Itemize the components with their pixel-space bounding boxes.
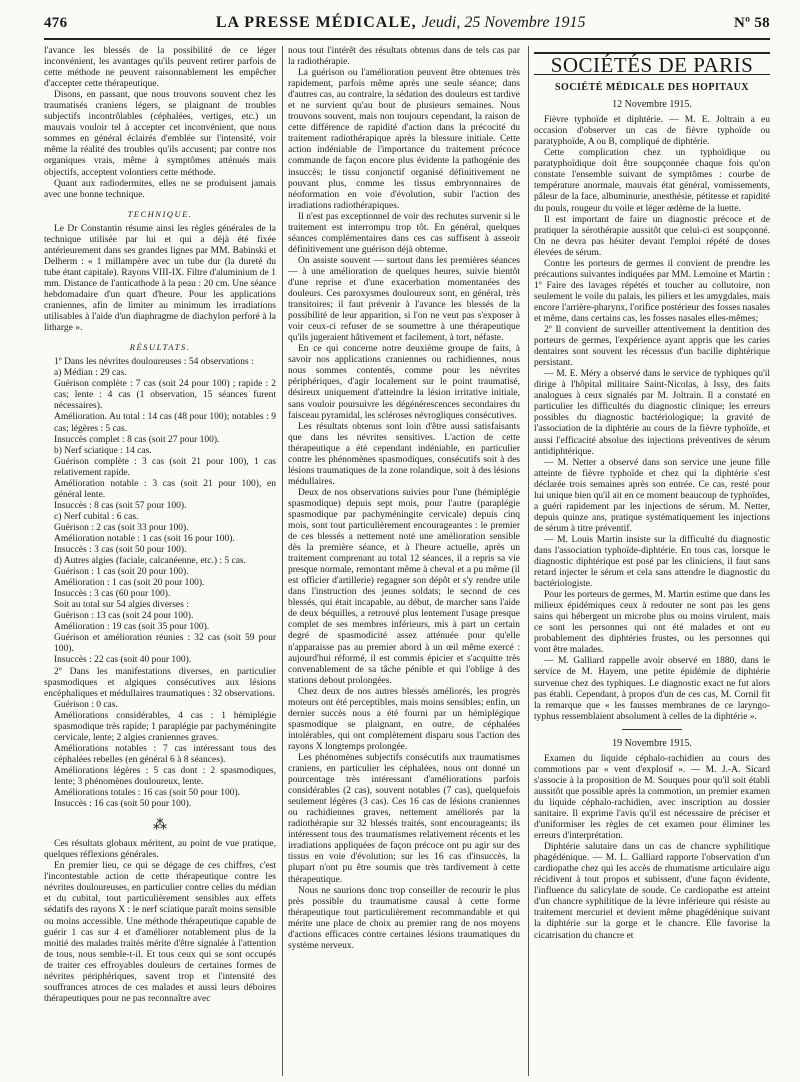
paragraph: Il n'est pas exceptionnel de voir des rechutes survenir si le traitement est interrompu trop tôt. En général, quelques séances complémentaires dans ces cas suffisent à asseoir définitivement une guérison déjà obtenue.: [288, 211, 520, 255]
society-entry: — M. Netter a observé dans son service une jeune fille atteinte de fièvre typhoïde et chez qui la diphtérie s'est déclarée trois semaines après son entrée. Ce cas, resté pour lui unique bien qu'il ait en ce moment beaucoup de typhoïdes, a guéri rapidement par les injections de sérum. M. Netter, depuis quinze ans, pratique systématiquement les injections de sérum à titre préventif.: [534, 457, 770, 534]
result-line: c) Nerf cubital : 6 cas.: [54, 511, 139, 522]
paragraph: Chez deux de nos autres blessés améliorés, les progrès moteurs ont été perceptibles, mais moins sensibles; enfin, un dernier succès nous a été fourni par un hémiplégique spasmodique se plaignant, en outre, de céphalées intolérables, qui ont complètement disparu sous l'action des rayons X longtemps prolongée.: [288, 686, 520, 752]
result-line: Guérison : 2 cas (soit 33 pour 100).: [54, 522, 189, 533]
page-header: [44, 14, 770, 36]
result-line: Amélioration notable : 1 cas (soit 16 pour 100).: [54, 533, 235, 544]
society-entry: Cette complication chez un typhoïdique ou paratyphoïdique doit être soupçonnée chaque fois qu'on constate l'ensemble suivant de symptômes : courbe de température anormale, mauvais état général, vomissements, pâleur de la face, albuminurie, anesthésie, pétitesse et rapidité du pouls, rougeur du voile et léger œdème de la luette.: [534, 148, 770, 214]
society-entry: Fièvre typhoïde et diphtérie. — M. E. Joltrain a eu occasion d'observer un cas de fièvre typhoïde ou paratyphoïde, A ou B, compliqué de diphtérie.: [534, 115, 770, 148]
society-name: SOCIÉTÉ MÉDICALE DES HOPITAUX: [554, 82, 750, 94]
result-line: Amélioration : 19 cas (soit 35 pour 100).: [54, 622, 210, 633]
result-line: Insuccès : 16 cas (soit 50 pour 100).: [54, 799, 192, 810]
society-entry: — M. Louis Martin insiste sur la difficulté du diagnostic dans l'association typhoïde-diphtérie. En tous cas, lorsque le diagnostic diphtérique est posé par les cliniciens, il faut sans retard injecter le sérum et cela sans attendre le diagnostic du bactériologiste.: [534, 534, 770, 590]
paragraph: La guérison ou l'amélioration peuvent être obtenues très rapidement, parfois même après une seule séance; dans d'autres cas, au contraire, la sédation des douleurs est tardive et ne survient qu'au bout de plusieurs semaines. Nous trouvons souvent, mais non toujours cependant, la raison de cette différence de rapidité d'action dans la précocité du traitement radiothérapique après la blessure initiale. Cette action indéniable de l'importance du traitement précoce commande de façon encore plus évidente la pathogénie des insuccès; le tissu conjonctif organisé définitivement ne pouvant plus, comme les tissus embryonnaires de néoformation en voie d'évolution, subir l'action des irradiations radiothérapiques.: [288, 68, 520, 211]
result-line: Amélioration notable : 3 cas (soit 21 pour 100), en général lente.: [54, 478, 276, 500]
result-line: Guérison : 1 cas (soit 20 pour 100).: [54, 567, 189, 578]
section-title: SOCIÉTÉS DE PARIS: [550, 53, 754, 77]
result-line: Améliorations totales : 16 cas (soit 50 pour 100).: [54, 788, 241, 799]
society-entry: Pour les porteurs de germes, M. Martin estime que dans les milieux épidémiques ceux à redouter ne sont pas les gens sains qui hébergent un microbe plus ou moins virulent, mais ce sont les personnes qui ont été malades et ont eu probablement des diphtéries frustes, ou les personnes qui vont être malades.: [534, 590, 770, 656]
column-divider: [282, 46, 283, 1076]
paragraph: Deux de nos observations suivies pour l'une (hémiplégie spasmodique) depuis sept mois, pour l'autre (paraplégie spasmodique par pachyméningite cervicale) depuis cinq mois, sont tout particulièrement encourageantes : le premier de ces blessés a nettement noté une amélioration sensible dès la première séance, et à l'heure actuelle, après un traitement comprenant au total 12 séances, il a repris sa vie presque normale, remontant même à cheval et a pu même (il est officier d'artillerie) regagner son dépôt et s'y rendre utile dans l'instruction des jeunes soldats; le second de ces blessés, qui était incapable, au début, de marcher sans l'aide de deux béquilles, a retrouvé plus lentement l'usage presque complet de ses membres inférieurs, mis à part un certain degré de spasmodicité assez atténuée pour qu'elle n'apparaisse pas au premier abord à un œil même exercé : aujourd'hui réformé, il est commis épicier et s'acquitte très convenablement de sa tâche pénible et qui l'oblige à des stations debout prolongées.: [288, 487, 520, 686]
result-line: Améliorations notables : 7 cas intéressant tous des céphalées rebelles (en général 6 à 8 séances).: [54, 743, 276, 765]
separator-rule: [622, 729, 682, 730]
column-2: [288, 46, 520, 1076]
journal-title-line: [216, 14, 586, 32]
section-heading-technique: TECHNIQUE.: [127, 208, 193, 219]
paragraph: l'avance les blessés de la possibilité de ce léger inconvénient, les avantages qu'ils peuvent retirer parfois de cette méthode ne peuvent raisonnablement les empêcher d'accepter cette thérapeutique.: [44, 46, 276, 90]
society-entry: 2º Il convient de surveiller attentivement la dentition des porteurs de germes, l'expérience ayant appris que les caries dentaires sont souvent les récessus d'un bacille diphtérique persistant.: [534, 325, 770, 369]
result-line: Guérison complète : 3 cas (soit 21 pour 100), 1 cas relativement rapide.: [54, 456, 276, 478]
paragraph: On assiste souvent — surtout dans les premières séances — à une amélioration de quelques heures, suivie bientôt d'une reprise et d'une exacerbation momentanées des douleurs. Ces paroxysmes douloureux sont, en général, très transitoires; il faut prévenir à l'avance les blessés de la possibilité de leur apparition, si l'on ne veut pas s'exposer à voir ceux-ci refuser de se soumettre à une thérapeutique qu'ils jugeraient hâtivement et facilement, à tort, néfaste.: [288, 255, 520, 344]
result-line: a) Médian : 29 cas.: [54, 368, 127, 379]
column-3: [534, 46, 770, 1076]
header-rule: [44, 38, 770, 40]
society-entry: — M. Galliard rappelle avoir observé en 1880, dans le service de M. Hayem, une petite épidémie de diphtérie survenue chez des typhiques. Le diagnostic exact ne fut alors pas établi. Cependant, à propos d'un de ces cas, M. Cornil fit la remarque que « les fausses membranes de ce laryngo-typhus ressemblaient absolument à celles de la diphtérie ».: [534, 656, 770, 722]
results-intro: 1º Dans les névrites douloureuses : 54 observations :: [54, 357, 254, 368]
paragraph: Le Dr Constantin résume ainsi les règles générales de la technique utilisée par lui et qui a déjà été fixée antérieurement dans ses grandes lignes par MM. Babinski et Delherm : « 1 millampère avec un tube dur (la dureté du tube étant capitale). Rayons VIII-IX. Filtre d'aluminium de 1 mm. Distance de l'anticathode à la peau : 20 cm. Une séance hebdomadaire d'un quart d'heure. Pour les applications craniennes, afin de limiter au minimum les irradiations utilisables à l'aide d'un diaphragme de diachylon perforé à la litharge ».: [44, 223, 276, 334]
society-entry: Contre les porteurs de germes il convient de prendre les précautions suivantes indiquées par MM. Lemoine et Martin : 1º Faire des lavages répétés et toucher au collutoire, non seulement le voile du palais, les piliers et les amygdales, mais encore l'arrière-pharynx, l'orifice postérieur des fosses nasales et même, dans certains cas, les fosses nasales elles-mêmes;: [534, 258, 770, 324]
result-line: d) Autres algies (faciale, calcanéenne, etc.) : 5 cas.: [54, 556, 247, 567]
paragraph: nous tout l'intérêt des résultats obtenus dans de tels cas par la radiothérapie.: [288, 46, 520, 68]
columns: [44, 46, 770, 1076]
paragraph: Les résultats obtenus sont loin d'être aussi satisfaisants que dans les névrites sensitives. L'action de cette thérapeutique a été cependant indéniable, en particulier contre les phénomènes spasmodiques, consécutifs soit à des lésions traumatiques de la zone rolandique, soit à des lésions médullaires.: [288, 421, 520, 487]
society-entry: — M. E. Méry a observé dans le service de typhiques qu'il dirige à l'hôpital militaire Saint-Nicolas, à Issy, des faits analogues à ceux signalés par M. Joltrain. Il a constaté en particulier les difficultés du diagnostic clinique; les erreurs possibles du diagnostic bactériologique; la gravité de l'association de la diphtérie au cours de la fièvre typhoïde, et aussi l'efficacité absolue des injections préventives de sérum antidiphtérique.: [534, 369, 770, 457]
result-line: Guérison : 13 cas (soit 24 pour 100).: [54, 611, 194, 622]
result-line: Insuccès : 3 cas (60 pour 100).: [54, 589, 171, 600]
result-line: Guérison complète : 7 cas (soit 24 pour 100) ; rapide : 2 cas; lente : 4 cas (1 observation, 15 séances furent nécessaires).: [54, 379, 276, 412]
result-line: 2º Dans les manifestations diverses, en particulier spasmodiques et algiques consécutives aux lésions encéphaliques et médullaires traumatiques : 32 observations.: [44, 666, 276, 699]
page-number: 476: [44, 15, 68, 31]
column-1: [44, 46, 276, 1076]
result-line: Améliorations considérables, 4 cas : 1 hémiplégie spasmodique très rapide; 1 paraplégie par pachyméningite cervicale, lente; 2 algies craniennes graves.: [54, 710, 276, 743]
society-entry: Il est important de faire un diagnostic précoce et de pratiquer la sérothérapie aussitôt que celui-ci est soupçonné. On ne devra pas hésiter devant l'emploi répété de doses élevées de sérum.: [534, 214, 770, 258]
paragraph: Les phénomènes subjectifs consécutifs aux traumatismes craniens, en particulier les céphalées, nous ont donné un pourcentage très intéressant d'améliorations parfois considérables (2 cas), souvent notables (7 cas), quelquefois seulement légères (3 cas). Ces 16 cas de lésions craniennes ou rachidiennes graves, nettement améliorés par la radiothérapie sur 32 blessés traités, sont encourageants; ils intéressent tous des traumatismes relativement récents et les irradiations appliquées de façon précoce ont pu agir sur des tissus en voie d'évolution; sur les 16 cas d'insuccès, la plupart n'ont pu être soumis que très tardivement à cette thérapeutique.: [288, 753, 520, 885]
asterism-separator: ⁂: [153, 818, 167, 834]
society-entry: Examen du liquide céphalo-rachidien au cours des commotions par « vent d'explosif ». — M. J.-A. Sicard s'associe à la proposition de M. Souques pour qu'il soit établi aussitôt que possible après la commotion, un premier examen du liquide céphalo-rachidien, avec inscription au dossier sanitaire. Il exprime l'avis qu'il est nécessaire de préciser et d'uniformiser les règles de cet examen pour éliminer les erreurs d'interprétation.: [534, 753, 770, 842]
paragraph: En ce qui concerne notre deuxième groupe de faits, à savoir nos applications craniennes ou rachidiennes, nous nous sommes contentés, comme pour les névrites périphériques, d'agir localement sur le point traumatisé, désireux uniquement d'atteindre la lésion irritative initiale, sans vouloir poursuivre les dégénérescences secondaires du faisceau pyramidal, les scléroses névrogliques consécutives.: [288, 344, 520, 421]
result-line: Amélioration : 1 cas (soit 20 pour 100).: [54, 578, 205, 589]
result-line: Soit au total sur 54 algies diverses :: [54, 600, 189, 611]
paragraph: Disons, en passant, que nous trouvons souvent chez les traumatisés craniens légers, se plaignant de troubles subjectifs incontrôlables (céphalées, vertiges, etc.) un mauvais vouloir tel à accepter cet inconvénient, que nous sommes en général éclairés d'emblée sur l'intensité, voir même la réalité des troubles qu'ils accusent; par contre nos organiques vrais, même à symptômes atténués mais objectifs, acceptent volontiers cette méthode.: [44, 90, 276, 178]
result-line: Insuccès : 22 cas (soit 40 pour 100).: [54, 655, 192, 666]
section-heading-resultats: RÉSULTATS.: [129, 342, 191, 353]
result-line: Amélioration. Au total : 14 cas (48 pour 100); notables : 9 cas; légères : 5 cas.: [54, 412, 276, 434]
result-line: b) Nerf sciatique : 14 cas.: [54, 445, 152, 456]
session-date: 19 Novembre 1915.: [612, 737, 692, 749]
result-line: Améliorations légères : 5 cas dont : 2 spasmodiques, lente; 3 phénomènes douloureux, lente.: [54, 765, 276, 787]
result-line: Guérison et amélioration réunies : 32 cas (soit 59 pour 100).: [54, 633, 276, 655]
session-date: 12 Novembre 1915.: [612, 99, 692, 111]
result-line: Insuccès : 3 cas (soit 50 pour 100).: [54, 545, 187, 556]
paragraph: Ces résultats globaux méritent, au point de vue pratique, quelques réflexions générales.: [44, 839, 276, 861]
paragraph: Quant aux radiodermites, elles ne se produisent jamais avec une bonne technique.: [44, 178, 276, 200]
column-divider: [528, 46, 529, 1076]
society-entry: Diphtérie salutaire dans un cas de chancre syphilitique phagédénique. — M. L. Galliard rapporte l'observation d'un cardiopathe chez qui les accès de rhumatisme articulaire aigu récidivent à tout propos et subissent, d'une façon évidente, l'influence du salicylate de soude. Ce cardiopathe est atteint d'un chancre syphilitique de la lèvre inférieure qui résiste au traitement mercuriel et devient même phagédénique suivant la diphtérie sur la gorge et le chancre. Elle favorise la cicatrisation du chancre et: [534, 842, 770, 941]
issue-date: Jeudi, 25 Novembre 1915: [421, 14, 586, 31]
result-line: Insuccès complet : 8 cas (soit 27 pour 100).: [54, 434, 220, 445]
result-line: Guérison : 0 cas.: [54, 699, 118, 710]
journal-title: LA PRESSE MÉDICALE,: [215, 14, 417, 31]
issue-number: Nº 58: [733, 15, 770, 31]
paragraph: Nous ne saurions donc trop conseiller de recourir le plus près possible du traumatisme causal à cette forme thérapeutique tout particulièrement recommandable et qui mérite une place de choix au premier rang de nos moyens d'actions efficaces contre certaines lésions traumatiques du système nerveux.: [288, 885, 520, 951]
paragraph: En premier lieu, ce qui se dégage de ces chiffres, c'est l'incontestable action de cette thérapeutique contre les névrites douloureuses, en particulier contre celles du médian et du cubital, tout particulièrement sensibles aux effets sédatifs des rayons X : le nerf sciatique paraît moins sensible ou moins accessible. Une méthode thérapeutique capable de guérir 1 cas sur 4 et d'améliorer notablement plus de la moitié des malades traités mérite d'être signalée à l'attention de tous, nous semble-t-il. Et tous ceux qui se sont occupés de traiter ces effroyables douleurs de certaines formes de névrites périphériques, savent trop et l'intensité des souffrances atroces de ces malades et aussi leurs déboires thérapeutiques pour ne pas reconnaître avec: [44, 861, 276, 1004]
result-line: Insuccès : 8 cas (soit 57 pour 100).: [54, 500, 187, 511]
